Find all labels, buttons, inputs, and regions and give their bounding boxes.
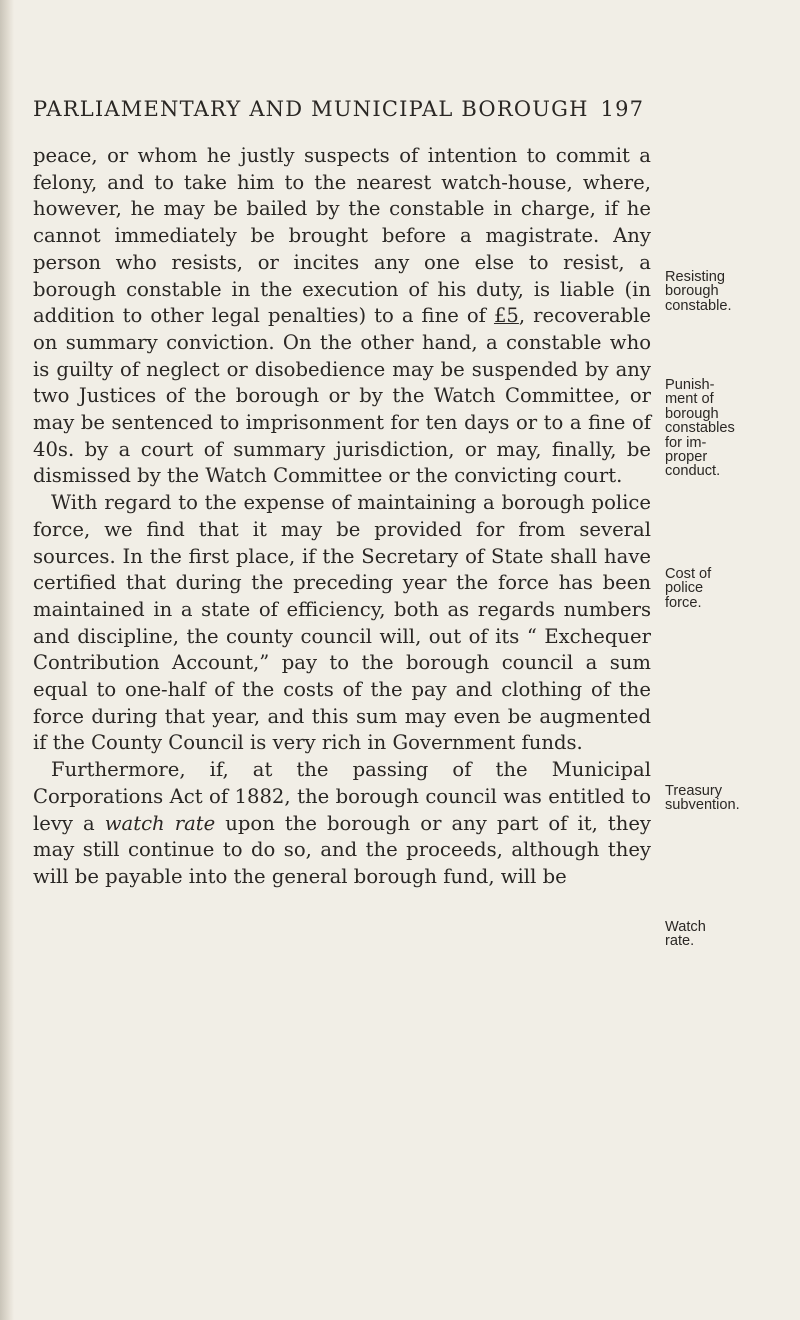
margin-note-line: Watch xyxy=(665,919,706,935)
margin-note-line: borough xyxy=(665,283,719,300)
margin-note-resisting-constable xyxy=(665,270,795,313)
margin-note-watch-rate xyxy=(665,920,795,949)
margin-note-line: Resisting xyxy=(665,269,726,285)
paragraph-1 xyxy=(33,143,651,490)
body-text xyxy=(33,143,651,891)
paragraph-3-text-b: upon the borough or any part of it, they may still continue to do so, and the proceeds, although they will be payable into the general borough fund, will be xyxy=(33,811,652,888)
margin-note-line: constable. xyxy=(665,297,732,314)
running-head-title: PARLIAMENTARY AND MUNICIPAL BOROUGH xyxy=(33,97,589,121)
margin-note-line: conduct. xyxy=(665,463,721,480)
margin-note-line: proper xyxy=(665,449,708,466)
paragraph-2: With regard to the expense of maintaining a borough police force, we find that it may be provided for from several sources. In the first place, if the Secretary of State shall have certified that during the preceding year the force has been maintained in a state of efficiency, both as regards numbers and discipline, the county council will, out of its “ Exchequer Contribution Account,” pay to the borough council a sum equal to one-half of the costs of the pay and clothing of the force during that year, and this sum may even be augmented if the County Council is very rich in Government funds. xyxy=(33,491,651,755)
page-number: 197 xyxy=(600,97,645,121)
paragraph-1-text-b: , recoverable on summary conviction. On the other hand, a constable who is guilty of neglect or disobedience may be suspended by any two Justices of the borough or by the Watch Committee, or may be sentenced to imprisonment for ten days or to a fine of 40s. by a court of summary jurisdiction, or may, finally, be dismissed by the Watch Committee or the convicting court. xyxy=(33,304,651,488)
paragraph-3 xyxy=(33,757,651,891)
watch-rate-term: watch rate xyxy=(104,811,216,835)
margin-note-cost-of-police xyxy=(665,567,795,610)
margin-note-line: borough xyxy=(665,405,719,422)
margin-note-line: subvention. xyxy=(665,797,740,814)
binding-gutter-shadow xyxy=(0,0,14,1320)
margin-note-line: Cost of xyxy=(665,566,712,582)
paragraph-1-text-a: peace, or whom he justly suspects of intention to commit a felony, and to take him to the nearest watch-house, where, however, he may be bailed by the constable in charge, if he cannot immediately be brought before a magistrate. Any person who resists, or incites any one else to resist, a borough constable in the execution of his duty, is liable (in addition to other legal penalties) to a fine of xyxy=(33,144,651,328)
margin-note-line: Punish- xyxy=(665,377,715,393)
paragraph-3-text-a: Furthermore, if, at the passing of the Municipal Corporations Act of 1882, the borough council was entitled to levy a xyxy=(33,758,651,835)
margin-note-line: force. xyxy=(665,594,702,611)
margin-note-line: constables xyxy=(665,420,735,437)
margin-note-line: for im- xyxy=(665,434,707,451)
margin-note-punishment xyxy=(665,378,795,479)
margin-note-treasury-subvention xyxy=(665,784,795,813)
running-head xyxy=(33,97,733,121)
margin-note-line: Treasury xyxy=(665,783,723,799)
margin-note-line: rate. xyxy=(665,933,695,950)
margin-note-line: police xyxy=(665,580,704,597)
fine-amount: £5 xyxy=(493,304,519,328)
margin-note-line: ment of xyxy=(665,391,714,408)
